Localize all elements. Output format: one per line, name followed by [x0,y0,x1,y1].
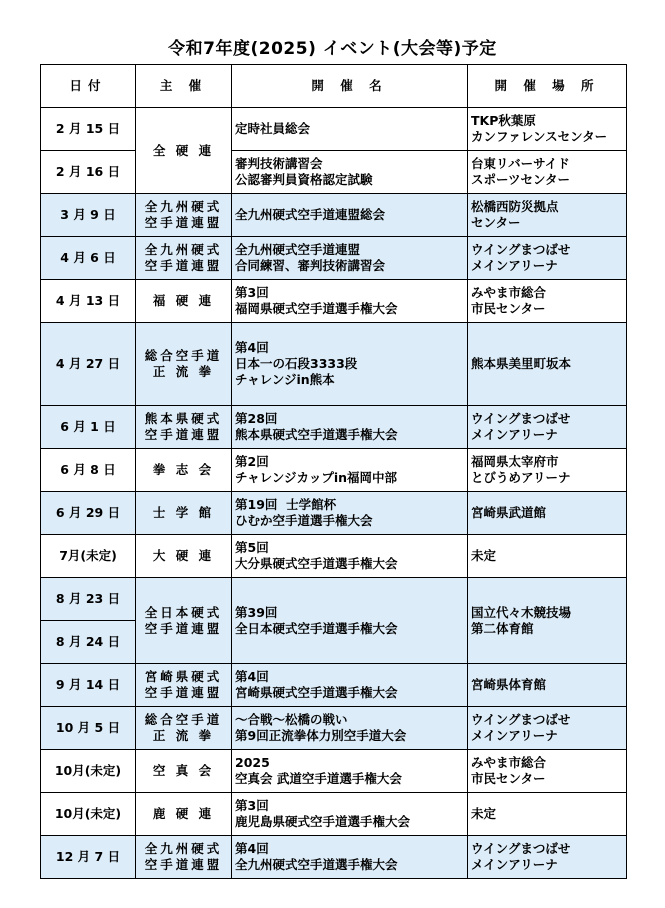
event-organizer [136,750,232,793]
organizer-line: 熊本県硬式 [144,411,223,426]
event-name-line: 日本一の石段3333段 [235,356,358,371]
table-row [41,449,627,492]
event-name-line: 合同練習、審判技術講習会 [235,258,386,273]
table-row [41,194,627,237]
event-name-line: 第4回 [235,340,269,355]
event-name [232,406,468,449]
event-name-line: 2025 [235,755,270,770]
event-organizer [136,836,232,879]
event-date: 10 月 5 日 [41,707,136,750]
organizer-line: 空 真 会 [152,763,215,778]
event-venue [468,664,627,707]
event-venue [468,449,627,492]
event-venue [468,323,627,406]
venue-line: センター [471,215,521,230]
table-row [41,836,627,879]
event-name [232,108,468,151]
organizer-line: 全 硬 連 [152,142,215,158]
event-name-line: チャレンジin熊本 [235,372,335,387]
event-date: 4 月 27 日 [41,323,136,406]
header-event-name: 開 催 名 [232,65,468,108]
venue-line: 未定 [471,548,497,563]
event-name-line: 第9回正流拳体力別空手道大会 [235,728,407,743]
event-name-line: 第19回 士学館杯 [235,497,337,512]
event-name [232,237,468,280]
table-row [41,280,627,323]
event-organizer [136,237,232,280]
venue-line: 未定 [471,806,497,821]
venue-line: 宮崎県体育館 [471,677,547,692]
venue-line: ウイングまつばせ [471,411,571,426]
venue-line: カンファレンスセンター [471,129,608,144]
event-organizer [136,406,232,449]
event-name [232,194,468,237]
event-name-line: 全九州硬式空手道選手権大会 [235,857,398,872]
table-row [41,108,627,151]
event-name [232,492,468,535]
event-name-line: 全九州硬式空手道連盟総会 [235,207,386,222]
venue-line: 市民センター [471,771,546,786]
event-date: 8 月 24 日 [41,621,136,664]
organizer-line: 全九州硬式 [144,242,223,257]
event-date: 3 月 9 日 [41,194,136,237]
event-name-line: 空真会 武道空手道選手権大会 [235,771,402,786]
table-row [41,793,627,836]
event-organizer [136,535,232,578]
event-venue [468,492,627,535]
event-venue [468,108,627,151]
organizer-line: 正 流 拳 [152,728,215,743]
organizer-line: 宮崎県硬式 [144,669,223,684]
venue-line: メインアリーナ [471,427,558,442]
venue-line: 第二体育館 [471,620,534,636]
event-date: 9 月 14 日 [41,664,136,707]
organizer-line: 全九州硬式 [144,841,223,856]
venue-line: 市民センター [471,301,546,316]
event-organizer [136,323,232,406]
event-name-line: ～合戦～松橋の戦い [235,712,348,727]
header-date: 日付 [41,65,136,108]
event-organizer [136,793,232,836]
table-row [41,237,627,280]
table-row [41,664,627,707]
event-date: 12 月 7 日 [41,836,136,879]
event-organizer [136,194,232,237]
venue-line: ウイングまつばせ [471,841,571,856]
event-venue [468,151,627,194]
event-name-line: 宮崎県硬式空手道選手権大会 [235,685,398,700]
event-name-line: 大分県硬式空手道選手権大会 [235,556,398,571]
organizer-line: 空手道連盟 [144,620,223,636]
event-venue [468,280,627,323]
organizer-line: 正 流 拳 [152,364,215,379]
event-name-line: 第4回 [235,841,269,856]
event-name-line: ひむか空手道選手権大会 [235,513,373,528]
event-name [232,449,468,492]
event-name-line: 定時社員総会 [235,121,311,136]
organizer-line: 士 学 館 [152,505,215,520]
event-venue [468,237,627,280]
event-date: 4 月 13 日 [41,280,136,323]
event-name-line: 全日本硬式空手道選手権大会 [235,620,398,636]
schedule-table [40,64,627,879]
event-venue [468,194,627,237]
event-date: 7月(未定) [41,535,136,578]
event-name [232,151,468,194]
table-row [41,323,627,406]
venue-line: 熊本県美里町坂本 [471,356,572,371]
event-name-line: 第5回 [235,540,269,555]
event-name-line: 第39回 [235,604,278,620]
event-name-line: 第3回 [235,285,269,300]
organizer-line: 空手道連盟 [144,215,223,230]
organizer-line: 大 硬 連 [152,548,215,563]
event-name [232,793,468,836]
event-name-line: 審判技術講習会 [235,156,323,171]
organizer-line: 全日本硬式 [144,604,223,620]
venue-line: メインアリーナ [471,258,558,273]
event-name [232,323,468,406]
table-row [41,492,627,535]
table-row [41,406,627,449]
event-name-line: 全九州硬式空手道連盟 [235,242,361,257]
organizer-line: 総合空手道 [144,348,223,363]
venue-line: 松橋西防災拠点 [471,199,559,214]
event-organizer [136,280,232,323]
organizer-line: 福 硬 連 [152,293,215,308]
event-organizer [136,449,232,492]
organizer-line: 拳 志 会 [152,462,215,477]
table-row [41,535,627,578]
organizer-line: 全九州硬式 [144,199,223,214]
event-name-line: 第4回 [235,669,269,684]
venue-line: TKP秋葉原 [471,113,536,128]
event-name [232,750,468,793]
organizer-line: 空手道連盟 [144,258,223,273]
header-organizer: 主 催 [136,65,232,108]
venue-line: メインアリーナ [471,728,558,743]
organizer-line: 総合空手道 [144,712,223,727]
venue-line: ウイングまつばせ [471,242,571,257]
event-date: 2 月 15 日 [41,108,136,151]
event-organizer [136,108,232,194]
event-name-line: 公認審判員資格認定試験 [235,172,373,187]
event-name [232,836,468,879]
venue-line: 福岡県太宰府市 [471,454,559,469]
event-name [232,280,468,323]
event-name-line: 福岡県硬式空手道選手権大会 [235,301,398,316]
organizer-line: 空手道連盟 [144,857,223,872]
venue-line: 台東リバーサイド [471,156,570,171]
event-venue [468,707,627,750]
event-date: 10月(未定) [41,750,136,793]
venue-line: スポーツセンター [471,172,571,187]
table-header-row [41,65,627,108]
venue-line: 国立代々木競技場 [471,604,572,620]
organizer-line: 空手道連盟 [144,427,223,442]
event-date: 2 月 16 日 [41,151,136,194]
venue-line: みやま市総合 [471,285,547,300]
event-venue [468,578,627,664]
event-date: 6 月 8 日 [41,449,136,492]
event-organizer [136,492,232,535]
event-date: 4 月 6 日 [41,237,136,280]
event-name-line: チャレンジカップin福岡中部 [235,470,398,485]
event-name [232,664,468,707]
venue-line: とびうめアリーナ [471,470,571,485]
event-date: 6 月 1 日 [41,406,136,449]
event-name-line: 第28回 [235,411,278,426]
venue-line: 宮崎県武道館 [471,505,547,520]
event-name-line: 鹿児島県硬式空手道選手権大会 [235,814,411,829]
organizer-line: 空手道連盟 [144,685,223,700]
event-venue [468,793,627,836]
header-venue: 開 催 場 所 [468,65,627,108]
organizer-line: 鹿 硬 連 [152,806,215,821]
table-row [41,707,627,750]
event-organizer [136,578,232,664]
event-venue [468,406,627,449]
event-date: 6 月 29 日 [41,492,136,535]
event-name-line: 熊本県硬式空手道選手権大会 [235,427,398,442]
event-venue [468,535,627,578]
table-row [41,578,627,621]
event-organizer [136,707,232,750]
venue-line: ウイングまつばせ [471,712,571,727]
event-organizer [136,664,232,707]
page-title: 令和7年度(2025) イベント(大会等)予定 [168,39,497,59]
venue-line: メインアリーナ [471,857,558,872]
table-row [41,151,627,194]
table-row [41,750,627,793]
event-venue [468,750,627,793]
event-date: 10月(未定) [41,793,136,836]
event-name [232,707,468,750]
event-name-line: 第3回 [235,798,269,813]
event-name-line: 第2回 [235,454,269,469]
event-name [232,578,468,664]
event-name [232,535,468,578]
event-date: 8 月 23 日 [41,578,136,621]
venue-line: みやま市総合 [471,755,547,770]
event-venue [468,836,627,879]
